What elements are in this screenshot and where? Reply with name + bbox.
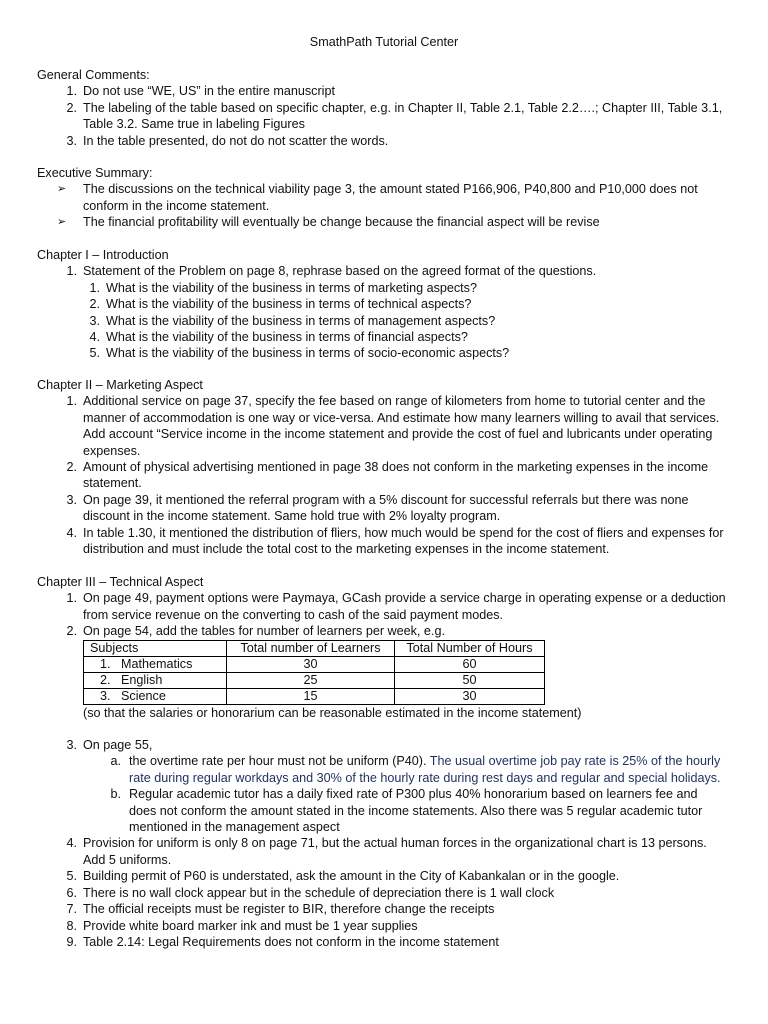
- table-header: Total number of Learners: [227, 640, 395, 656]
- item-number: 3.: [66, 738, 77, 753]
- item-text: The financial profitability will eventually be change because the financial aspect will be revise: [83, 215, 600, 230]
- item-text: What is the viability of the business in terms of management aspects?: [106, 313, 496, 328]
- sub-list-item: [37, 786, 727, 835]
- item-number: 1.: [66, 84, 77, 99]
- item-text: Regular academic tutor has a daily fixed rate of P300 plus 40% honorarium based on learners fee and does not conform the amount stated in the income statements. Also there was 5 regular academic tutor mentioned in the management aspect: [129, 787, 703, 835]
- item-number: 3.: [66, 492, 77, 507]
- list-item: [37, 492, 727, 525]
- item-text: Statement of the Problem on page 8, rephrase based on the agreed format of the questions.: [83, 264, 597, 279]
- list-item: [37, 181, 727, 214]
- spacer: [37, 721, 727, 737]
- executive-summary-section: [37, 165, 727, 231]
- item-number: 5.: [89, 346, 100, 361]
- item-text: In table 1.30, it mentioned the distribution of fliers, how much would be spend for the cost of fliers and expenses for distribution and must include the total cost to the marketing expenses in the income statement.: [83, 525, 724, 557]
- sub-list-item: [37, 313, 727, 329]
- item-text: the overtime rate per hour must not be uniform (P40).: [129, 754, 430, 769]
- row-number: 1.: [100, 656, 111, 671]
- learners-table: [83, 640, 545, 705]
- sub-list-item: [37, 296, 727, 312]
- list-item: [37, 590, 727, 623]
- general-comments-heading: General Comments:: [37, 68, 150, 82]
- executive-summary-list: [37, 181, 727, 230]
- sub-list-item: [37, 280, 727, 296]
- item-number: 3.: [89, 313, 100, 328]
- chapter-2-list: [37, 393, 727, 557]
- subject-name: Mathematics: [121, 656, 193, 671]
- list-item: [37, 100, 727, 133]
- arrow-bullet-icon: ➢: [57, 216, 67, 229]
- table-header-row: [84, 640, 545, 656]
- item-number: 8.: [66, 918, 77, 933]
- list-item: [37, 737, 727, 753]
- item-number: 1.: [89, 280, 100, 295]
- subject-name: Science: [121, 688, 166, 703]
- general-comments-section: [37, 67, 727, 149]
- list-item: [37, 934, 727, 950]
- list-item: [37, 885, 727, 901]
- item-text: On page 49, payment options were Paymaya, GCash provide a service charge in operating expense or a deduction from service revenue on the converting to cash of the said payment modes.: [83, 591, 726, 622]
- item-number: 1.: [66, 394, 77, 409]
- item-number: 2.: [89, 297, 100, 312]
- item-text: The labeling of the table based on specific chapter, e.g. in Chapter II, Table 2.1, Table 2.2….; Chapter III, Table 3.1, Table 3.2. Same true in labeling Figures: [83, 100, 723, 132]
- list-item: [37, 459, 727, 492]
- row-number: 2.: [100, 672, 111, 687]
- item-letter: a.: [110, 754, 121, 769]
- list-item: [37, 133, 727, 149]
- subject-name: English: [121, 672, 163, 687]
- item-text: Additional service on page 37, specify the fee based on range of kilometers from home to tutorial center and the manner of accommodation is one way or vice-versa. And estimate how many learners willing to avail that services. Add account “Service income in the income statement and provide the cost of fuel and lubricants under operating expenses.: [83, 394, 720, 458]
- item-number: 4.: [89, 330, 100, 345]
- item-number: 1.: [66, 264, 77, 279]
- table-cell: 15: [227, 688, 395, 704]
- item-text: What is the viability of the business in terms of socio-economic aspects?: [106, 346, 510, 361]
- chapter-2-heading: Chapter II – Marketing Aspect: [37, 378, 203, 392]
- item-text: Table 2.14: Legal Requirements does not conform in the income statement: [83, 934, 499, 949]
- item-text: Do not use “WE, US” in the entire manuscript: [83, 84, 335, 99]
- list-item: [37, 525, 727, 558]
- list-item: [37, 393, 727, 459]
- list-item: [37, 214, 727, 230]
- item-number: 2.: [66, 100, 77, 115]
- item-number: 4.: [66, 525, 77, 540]
- executive-summary-heading: Executive Summary:: [37, 166, 153, 180]
- list-item: [37, 901, 727, 917]
- arrow-bullet-icon: ➢: [57, 183, 67, 196]
- item-number: 9.: [66, 934, 77, 949]
- table-cell: [84, 672, 227, 688]
- item-number: 6.: [66, 885, 77, 900]
- table-note: (so that the salaries or honorarium can be reasonable estimated in the income statement): [83, 705, 582, 720]
- item-number: 4.: [66, 836, 77, 851]
- page-title: SmathPath Tutorial Center: [309, 35, 459, 49]
- item-number: 1.: [66, 591, 77, 606]
- table-row: [84, 672, 545, 688]
- list-item: [37, 835, 727, 868]
- item-letter: b.: [110, 787, 121, 802]
- chapter-1-section: [37, 247, 727, 362]
- chapter-3-heading: Chapter III – Technical Aspect: [37, 575, 204, 589]
- item-text: The discussions on the technical viability page 3, the amount stated P166,906, P40,800 and P10,000 does not conform in the income statement.: [83, 182, 698, 213]
- table-cell: 30: [395, 688, 545, 704]
- list-item: [37, 623, 727, 639]
- table-header: Subjects: [84, 640, 227, 656]
- table-cell: 50: [395, 672, 545, 688]
- chapter-3-section: [37, 574, 727, 950]
- item-number: 2.: [66, 460, 77, 475]
- item-text: Provide white board marker ink and must be 1 year supplies: [83, 918, 418, 933]
- item-text: On page 55,: [83, 738, 153, 753]
- table-cell: 25: [227, 672, 395, 688]
- list-item: [37, 868, 727, 884]
- item-text: There is no wall clock appear but in the schedule of depreciation there is 1 wall clock: [83, 885, 555, 900]
- item-text: In the table presented, do not do not scatter the words.: [83, 133, 389, 148]
- table-cell: [84, 656, 227, 672]
- item-text: On page 39, it mentioned the referral program with a 5% discount for successful referrals but there was none discount in the income statement. Same hold true with 2% loyalty program.: [83, 492, 689, 524]
- chapter-1-heading: Chapter I – Introduction: [37, 248, 169, 262]
- item-text: Amount of physical advertising mentioned in page 38 does not conform in the marketing expenses in the income statement.: [83, 460, 709, 491]
- chapter-2-section: [37, 377, 727, 557]
- item-text-highlight: The usual overtime job pay rate is 25% of the hourly rate during regular workdays and 30% of the hourly rate during rest days and regular and special holidays.: [129, 754, 721, 785]
- item-text: The official receipts must be register to BIR, therefore change the receipts: [83, 902, 495, 917]
- row-number: 3.: [100, 688, 111, 703]
- item-number: 2.: [66, 624, 77, 639]
- item-text: What is the viability of the business in terms of technical aspects?: [106, 297, 472, 312]
- item-text: What is the viability of the business in terms of financial aspects?: [106, 330, 468, 345]
- list-item: [37, 83, 727, 99]
- item-number: 5.: [66, 869, 77, 884]
- list-item: [37, 263, 727, 279]
- item-number: 7.: [66, 902, 77, 917]
- item-text: On page 54, add the tables for number of learners per week, e.g.: [83, 624, 445, 639]
- table-cell: 30: [227, 656, 395, 672]
- sub-list-item: [37, 753, 727, 786]
- item-text: Provision for uniform is only 8 on page 71, but the actual human forces in the organizational chart is 13 persons. Add 5 uniforms.: [83, 836, 707, 867]
- list-item: [37, 918, 727, 934]
- general-comments-list: [37, 83, 727, 149]
- sub-list-item: [37, 345, 727, 361]
- table-row: [84, 656, 545, 672]
- item-number: 3.: [66, 133, 77, 148]
- table-row: [84, 688, 545, 704]
- item-text: Building permit of P60 is understated, ask the amount in the City of Kabankalan or in the google.: [83, 869, 620, 884]
- sub-list-item: [37, 329, 727, 345]
- item-text: What is the viability of the business in terms of marketing aspects?: [106, 280, 477, 295]
- table-header: Total Number of Hours: [395, 640, 545, 656]
- table-cell: 60: [395, 656, 545, 672]
- table-cell: [84, 688, 227, 704]
